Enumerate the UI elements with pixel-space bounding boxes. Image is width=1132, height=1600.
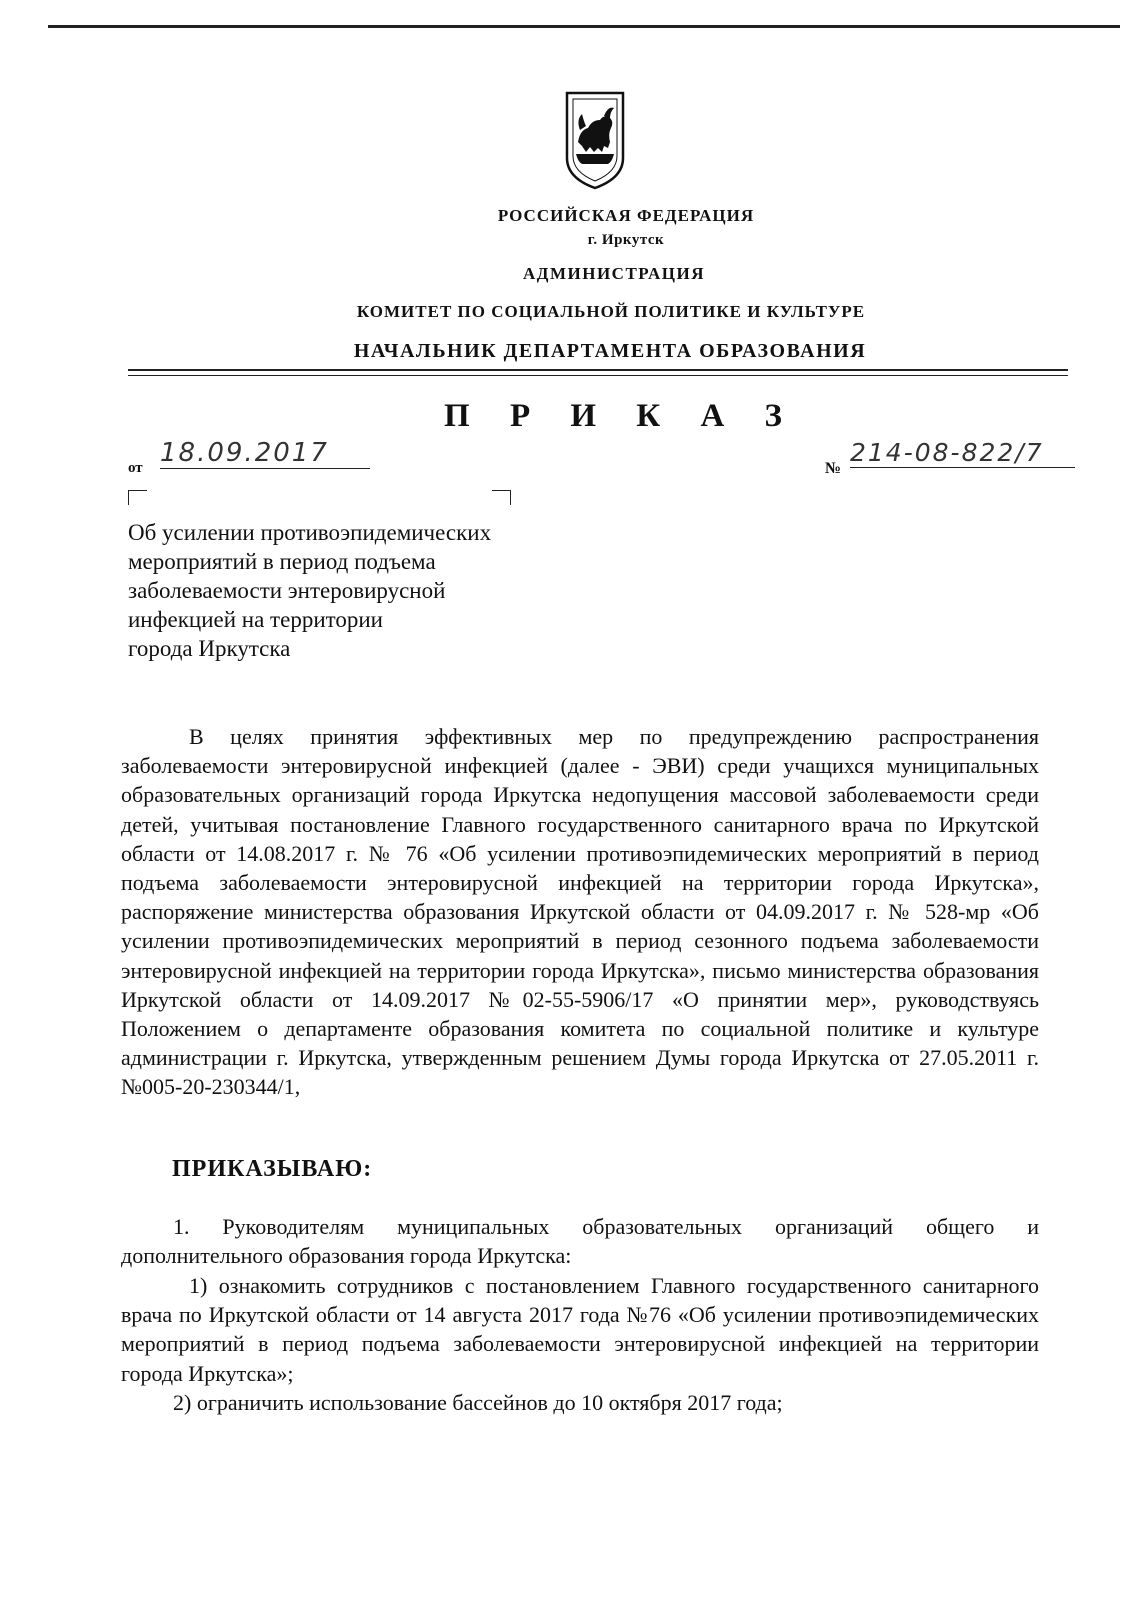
subject-line: заболеваемости энтеровирусной xyxy=(128,578,446,603)
header-divider xyxy=(128,369,1068,371)
order-subitem-1: 1) ознакомить сотрудников с постановлением Главного государственного санитарного врача по Иркутской области от 14 августа 2017 года №76 «Об усилении противоэпидемических мероприятий в период подъема заболеваемости энтеровирусной инфекцией на территории города Иркутска»; xyxy=(121,1273,1039,1386)
header-divider-thin xyxy=(128,375,1068,376)
date-value-handwritten: 18.09.2017 xyxy=(160,438,370,469)
subject-line: мероприятий в период подъема xyxy=(128,549,436,574)
irkutsk-coat-of-arms-icon xyxy=(564,90,626,190)
order-item-1: 1. Руководителям муниципальных образовательных организаций общего и дополнительного образования города Иркутска: xyxy=(121,1214,1039,1269)
document-title: П Р И К А З xyxy=(444,398,798,434)
subject-line: инфекцией на территории xyxy=(128,607,383,632)
subject-line: Об усилении противоэпидемических xyxy=(128,520,492,545)
header-country: РОССИЙСКАЯ ФЕДЕРАЦИЯ xyxy=(497,206,755,225)
top-border-line xyxy=(48,25,1120,28)
header-administration: АДМИНИСТРАЦИЯ xyxy=(522,264,705,283)
header-committee: КОМИТЕТ ПО СОЦИАЛЬНОЙ ПОЛИТИКЕ И КУЛЬТУРЕ xyxy=(356,302,866,321)
subject-block xyxy=(128,518,578,663)
preamble-paragraph: В целях принятия эффективных мер по предупреждению распространения заболеваемости энтеровирусной инфекцией (далее - ЭВИ) среди учащихся муниципальных образовательных организаций города Иркутска недопущения массовой заболеваемости среди детей, учитывая постановление Главного государственного санитарного врача по Иркутской области от 14.08.2017 г. № 76 «Об усилении противоэпидемических мероприятий в период подъема заболеваемости энтеровирусной инфекцией на территории города Иркутска», распоряжение министерства образования Иркутской области от 04.09.2017 г. № 528-мр «Об усилении противоэпидемических мероприятий в период сезонного подъема заболеваемости энтеровирусной инфекцией на территории города Иркутска», письмо министерства образования Иркутской области от 14.09.2017 №02-55-5906/17 «О принятии мер», руководствуясь Положением о департаменте образования комитета по социальной политике и культуре администрации г. Иркутска, утвержденным решением Думы города Иркутска от 27.05.2011 г. №005-20-230344/1, xyxy=(121,724,1039,1100)
order-subitem-2: 2) ограничить использование бассейнов до 10 октября 2017 года; xyxy=(173,1390,783,1415)
number-value-handwritten: 214-08-822/7 xyxy=(850,438,1075,468)
order-word: ПРИКАЗЫВАЮ: xyxy=(172,1156,373,1182)
subject-corner-left xyxy=(128,490,147,505)
date-label: от xyxy=(128,460,143,476)
subject-corner-right xyxy=(492,490,511,505)
header-department: НАЧАЛЬНИК ДЕПАРТАМЕНТА ОБРАЗОВАНИЯ xyxy=(353,340,867,362)
number-label: № xyxy=(825,460,842,477)
subject-line: города Иркутска xyxy=(128,636,291,661)
header-city: г. Иркутск xyxy=(587,232,665,248)
